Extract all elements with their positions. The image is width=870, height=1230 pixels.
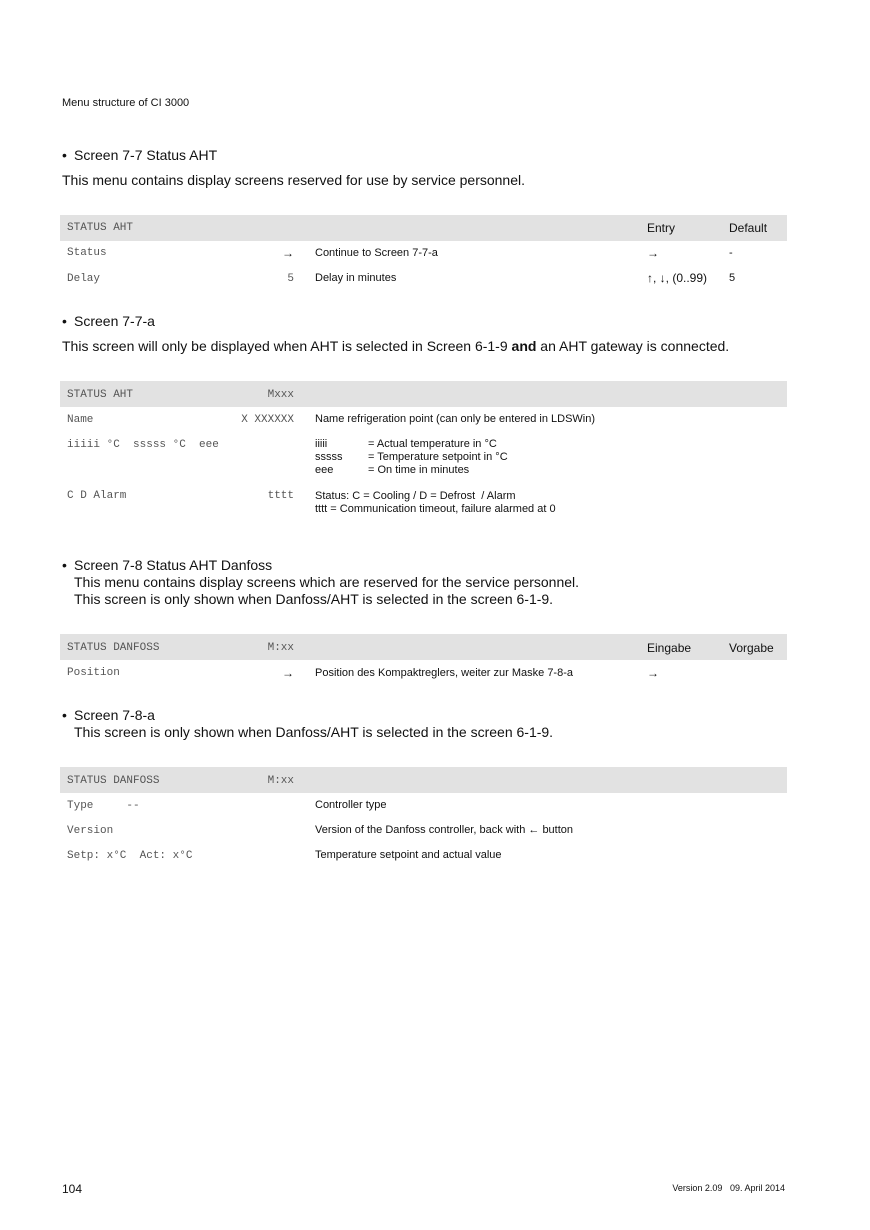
section-heading-7-7-a (62, 313, 155, 329)
column-header-default: Default (729, 221, 768, 235)
row-value: 5 (287, 273, 294, 285)
table-title: STATUS DANFOSS (67, 775, 160, 787)
row-name: Type -- (67, 800, 140, 812)
row-default: 5 (729, 272, 736, 284)
section-description: This menu contains display screens which are reserved for the service personnel. This screen is only shown when Danfoss/AHT is selected in the screen 6-1-9. (74, 574, 580, 607)
table-header-bar (60, 381, 787, 407)
row-value: tttt (267, 490, 294, 502)
bullet-icon: • (62, 707, 67, 723)
column-header-default: Vorgabe (729, 641, 774, 655)
row-value-arrow: → (282, 666, 294, 680)
row-entry: ↑, ↓, (0..99) (647, 271, 708, 285)
legend-line: eee = On time in minutes (315, 464, 470, 476)
table-title: STATUS AHT (67, 389, 134, 401)
row-name: iiiii °C sssss °C eee (67, 439, 219, 451)
section-heading-7-8 (62, 557, 272, 573)
page-number: 104 (62, 1182, 83, 1196)
row-name: Status (67, 247, 107, 259)
row-description (315, 438, 508, 477)
legend-line: sssss = Temperature setpoint in °C (315, 451, 508, 463)
section-heading-7-8-a (62, 707, 155, 723)
row-description: Delay in minutes (315, 272, 397, 284)
table-title: STATUS DANFOSS (67, 642, 160, 654)
row-description: Version of the Danfoss controller, back with ← button (315, 824, 574, 836)
column-header-entry: Entry (647, 221, 676, 235)
table-header-bar (60, 767, 787, 793)
row-value-arrow: → (282, 246, 294, 260)
row-description: Continue to Screen 7-7-a (315, 247, 438, 259)
row-name: Delay (67, 273, 101, 285)
row-value: X XXXXXX (241, 414, 294, 426)
column-header-entry: Eingabe (647, 641, 692, 655)
screen-number: M:xx (267, 775, 294, 787)
screen-number: Mxxx (267, 389, 294, 401)
section-description: This menu contains display screens reserved for use by service personnel. (62, 172, 525, 188)
row-entry: → (647, 666, 659, 680)
row-default: - (729, 247, 733, 259)
section-heading-text: Screen 7-8-a (74, 707, 155, 723)
row-name: Position (67, 667, 120, 679)
section-heading-text: Screen 7-7 Status AHT (74, 147, 218, 163)
row-description: Temperature setpoint and actual value (315, 849, 502, 861)
row-name: Setp: x°C Act: x°C (67, 850, 193, 862)
table-header-bar (60, 215, 787, 241)
bullet-icon: • (62, 147, 67, 163)
section-heading-text: Screen 7-7-a (74, 313, 155, 329)
row-entry: → (647, 246, 659, 260)
bullet-icon: • (62, 313, 67, 329)
row-name: C D Alarm (67, 490, 127, 502)
section-description: This screen is only shown when Danfoss/AHT is selected in the screen 6-1-9. (74, 724, 554, 740)
bullet-icon: • (62, 557, 67, 573)
legend-line: iiiii = Actual temperature in °C (315, 438, 497, 450)
section-heading-text: Screen 7-8 Status AHT Danfoss (74, 557, 273, 573)
row-description: Name refrigeration point (can only be entered in LDSWin) (315, 413, 596, 425)
section-heading-7-7 (62, 147, 217, 163)
row-name: Version (67, 825, 114, 837)
row-name: Name (67, 414, 94, 426)
version-info: Version 2.09 09. April 2014 (672, 1183, 785, 1193)
table-title: STATUS AHT (67, 222, 134, 234)
page-header-title: Menu structure of CI 3000 (62, 97, 190, 109)
row-description: Position des Kompaktreglers, weiter zur Maske 7-8-a (315, 667, 573, 679)
row-description: Controller type (315, 799, 387, 811)
section-description: This screen will only be displayed when AHT is selected in Screen 6-1-9 and an AHT gateway is connected. (62, 338, 730, 354)
screen-number: M:xx (267, 642, 294, 654)
row-description: Status: C = Cooling / D = Defrost / Alarm tttt = Communication timeout, failure alarmed at 0 (315, 490, 556, 515)
